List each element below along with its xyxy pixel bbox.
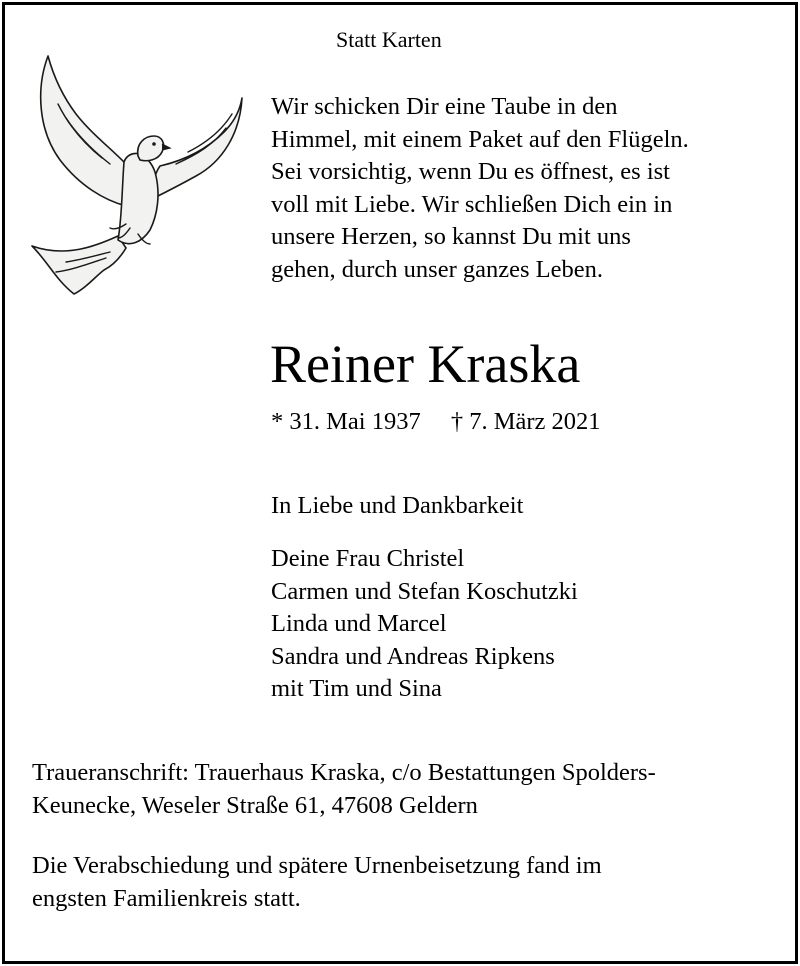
funeral-note [32, 850, 602, 915]
family-list [271, 543, 578, 706]
family-member: Carmen und Stefan Koschutzki [271, 577, 578, 605]
deceased-name: Reiner Kraska [270, 334, 581, 394]
poem-line: voll mit Liebe. Wir schließen Dich ein in [271, 190, 673, 218]
poem-line: unsere Herzen, so kannst Du mit uns [271, 223, 631, 250]
life-dates [271, 407, 601, 437]
death-date: † 7. März 2021 [450, 408, 601, 435]
poem-line: gehen, durch unser ganzes Leben. [271, 255, 603, 283]
greeting: In Liebe und Dankbarkeit [271, 492, 524, 519]
family-member: Deine Frau Christel [271, 545, 465, 572]
family-member: mit Tim und Sina [271, 675, 442, 703]
note-line: engsten Familienkreis statt. [32, 884, 301, 912]
poem [271, 91, 689, 286]
mourning-address [32, 757, 656, 822]
birth-date: * 31. Mai 1937 [271, 408, 421, 435]
poem-line: Sei vorsichtig, wenn Du es öffnest, es ist [271, 158, 670, 185]
family-member: Linda und Marcel [271, 610, 447, 638]
address-line: Keunecke, Weseler Straße 61, 47608 Geldern [32, 791, 478, 819]
header-statt-karten: Statt Karten [336, 27, 442, 52]
dove-icon [26, 48, 248, 300]
address-line: Traueranschrift: Trauerhaus Kraska, c/o Bestattungen Spolders- [32, 759, 656, 786]
family-member: Sandra und Andreas Ripkens [271, 642, 555, 670]
poem-line: Wir schicken Dir eine Taube in den [271, 93, 618, 120]
note-line: Die Verabschiedung und spätere Urnenbeisetzung fand im [32, 852, 602, 879]
poem-line: Himmel, mit einem Paket auf den Flügeln. [271, 125, 689, 153]
